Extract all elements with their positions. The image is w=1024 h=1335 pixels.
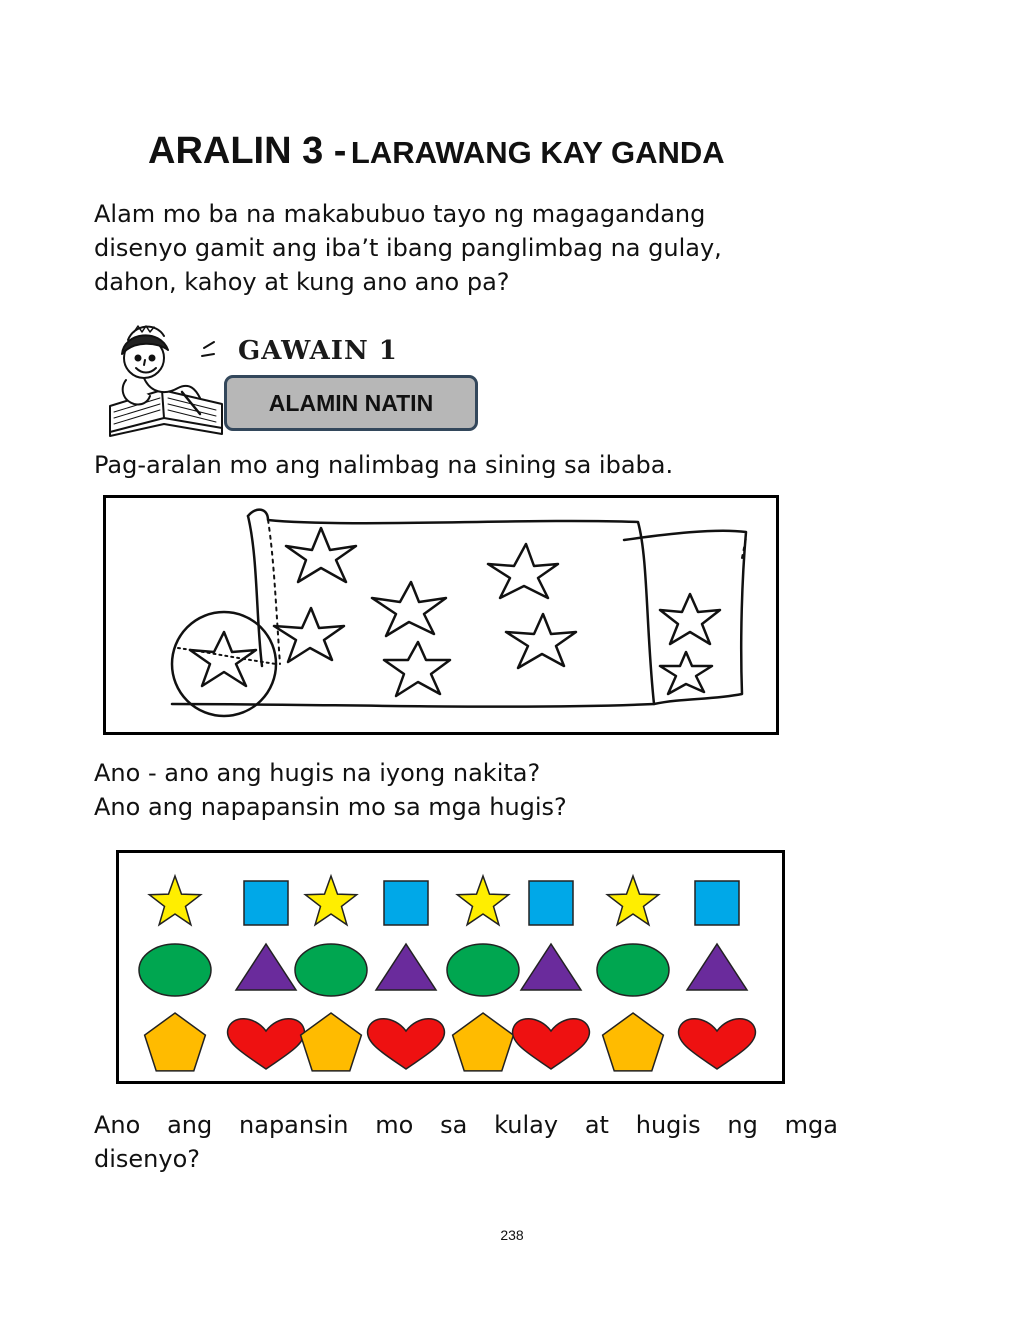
final-question-word: napansin <box>239 1111 349 1139</box>
triangle-shape <box>376 944 436 990</box>
star-shape <box>457 876 508 925</box>
star-shape <box>149 876 200 925</box>
square-shape <box>244 881 288 925</box>
shapes-pattern-frame <box>116 850 785 1084</box>
final-question-word: ng <box>727 1111 758 1139</box>
final-question-word: hugis <box>635 1111 701 1139</box>
final-question-line2: disenyo? <box>94 1145 201 1173</box>
heart-shape <box>368 1019 445 1069</box>
square-shape <box>384 881 428 925</box>
lesson-title <box>148 130 725 173</box>
heart-shape <box>228 1019 305 1069</box>
square-shape <box>529 881 573 925</box>
intro-paragraph <box>94 197 722 299</box>
final-question-word: Ano <box>94 1111 141 1139</box>
pentagon-shape <box>145 1013 206 1071</box>
triangle-shape <box>521 944 581 990</box>
square-shape <box>695 881 739 925</box>
pentagon-shape <box>603 1013 664 1071</box>
questions-block <box>94 756 567 824</box>
star-shape <box>305 876 356 925</box>
boy-reading-book-illustration <box>104 318 228 438</box>
page-number: 238 <box>500 1227 524 1243</box>
triangle-shape <box>236 944 296 990</box>
heart-shape <box>679 1019 756 1069</box>
alamin-natin-badge: ALAMIN NATIN <box>224 375 478 431</box>
question-line: Ano ang napapansin mo sa mga hugis? <box>94 793 567 821</box>
final-question <box>94 1108 838 1176</box>
final-question-word: sa <box>440 1111 468 1139</box>
final-question-word: at <box>584 1111 609 1139</box>
intro-line: Alam mo ba na makabubuo tayo ng magagandang <box>94 200 706 228</box>
lesson-name: LARAWANG KAY GANDA <box>350 135 725 170</box>
star-print-cloth-drawing <box>106 498 776 732</box>
heart-shape <box>513 1019 590 1069</box>
oval-shape <box>139 944 211 996</box>
instruction-text: Pag-aralan mo ang nalimbag na sining sa ibaba. <box>94 451 674 479</box>
oval-shape <box>295 944 367 996</box>
activity-label: GAWAIN 1 <box>238 336 398 366</box>
final-question-word: mo <box>375 1111 414 1139</box>
shapes-pattern-grid <box>119 853 782 1081</box>
star-shape <box>607 876 658 925</box>
final-question-line1 <box>94 1108 838 1142</box>
pentagon-shape <box>301 1013 362 1071</box>
final-question-word: ang <box>167 1111 213 1139</box>
question-line: Ano - ano ang hugis na iyong nakita? <box>94 759 541 787</box>
lesson-number: ARALIN 3 - <box>148 130 347 172</box>
final-question-word: kulay <box>494 1111 559 1139</box>
triangle-shape <box>687 944 747 990</box>
final-question-word: mga <box>784 1111 838 1139</box>
oval-shape <box>597 944 669 996</box>
pentagon-shape <box>453 1013 514 1071</box>
intro-line: disenyo gamit ang iba’t ibang panglimbag na gulay, <box>94 234 722 262</box>
oval-shape <box>447 944 519 996</box>
intro-line: dahon, kahoy at kung ano ano pa? <box>94 268 510 296</box>
printed-art-picture-frame <box>103 495 779 735</box>
